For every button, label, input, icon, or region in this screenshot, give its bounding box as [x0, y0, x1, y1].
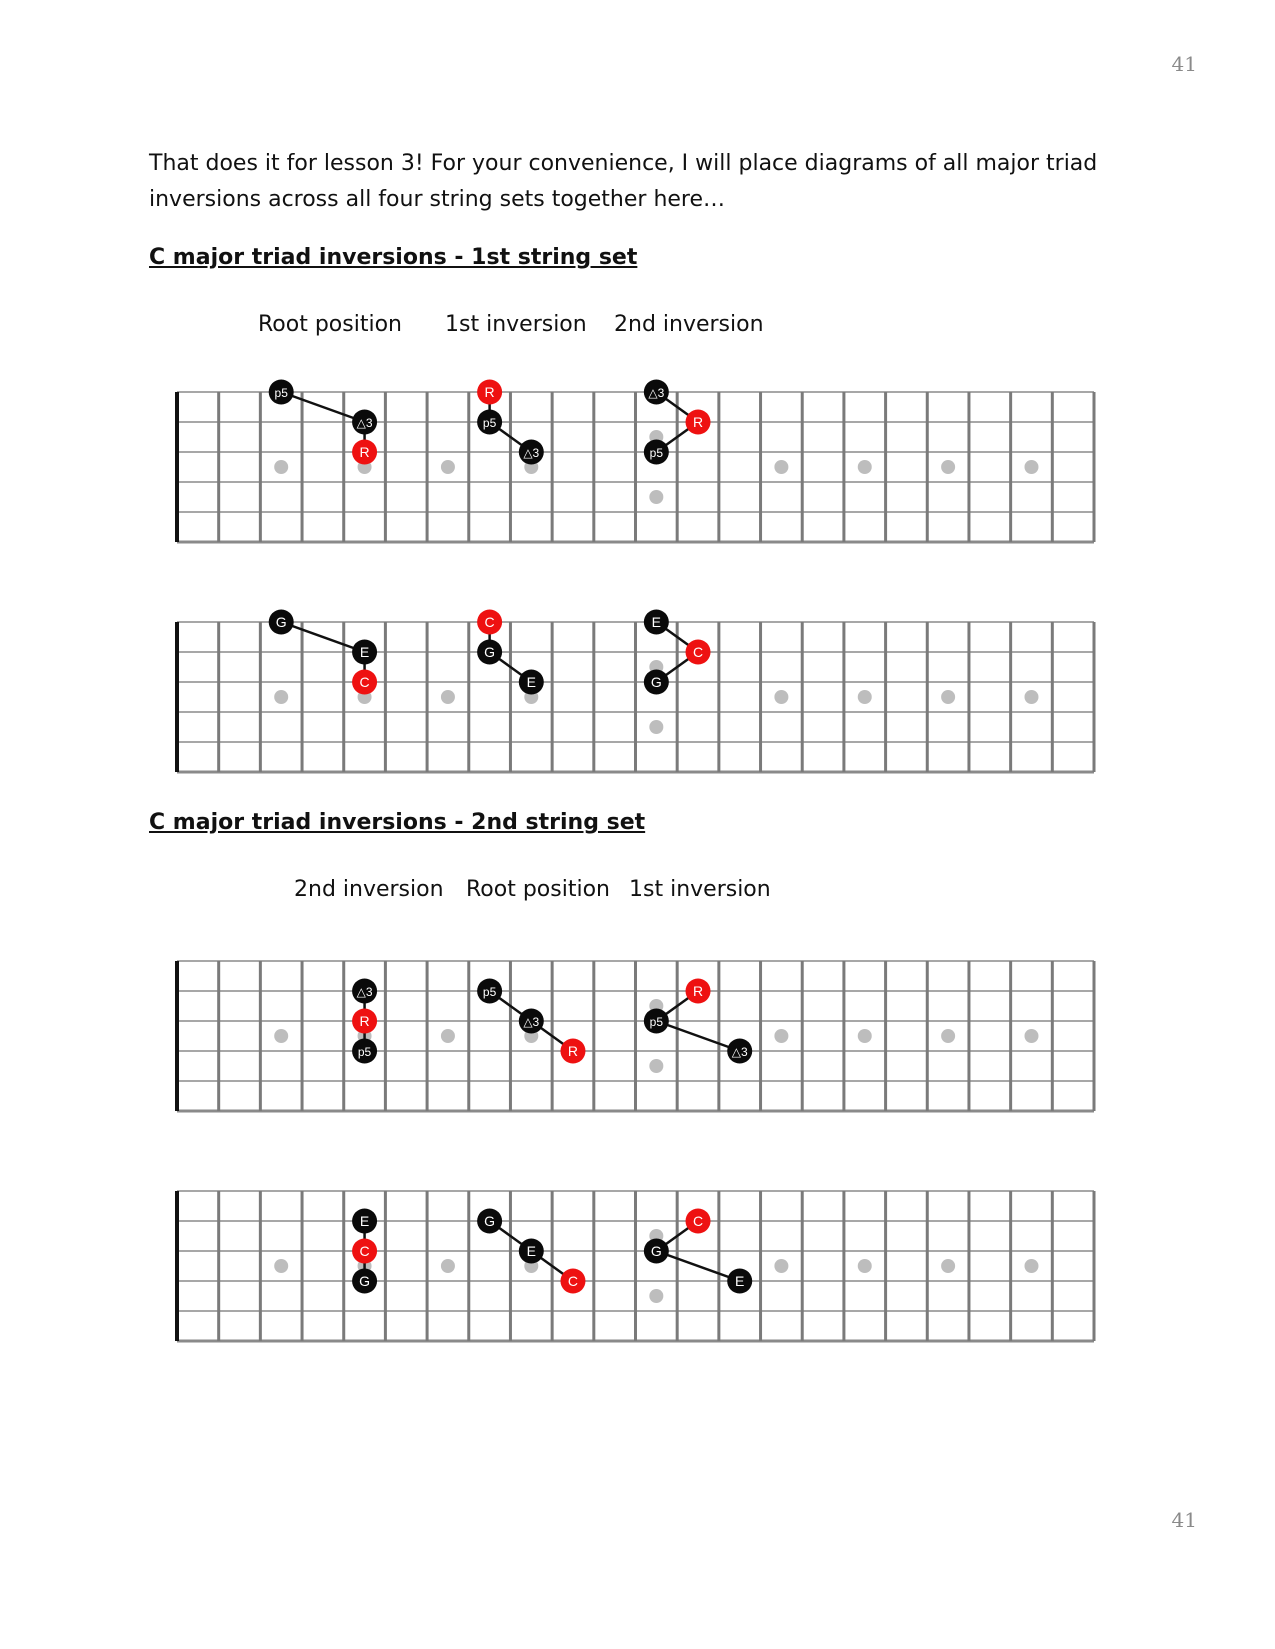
note-marker [352, 979, 377, 1004]
note-marker [519, 1239, 544, 1264]
inlay-dot [649, 720, 663, 734]
note-marker [352, 1039, 377, 1064]
note-marker [727, 1269, 752, 1294]
note-label: R [484, 384, 495, 400]
note-label: E [735, 1273, 745, 1289]
root-note-marker [686, 640, 711, 665]
note-label: E [359, 1213, 370, 1229]
note-label: G [359, 1273, 371, 1289]
note-marker [644, 1239, 669, 1264]
inlay-dot [441, 690, 455, 704]
note-label: E [651, 614, 662, 630]
inlay-dot [274, 1259, 288, 1273]
page-number-bottom: 41 [1171, 1508, 1197, 1532]
note-label: p5 [482, 985, 497, 999]
root-note-marker [686, 979, 711, 1004]
section-heading-1st-string-set: C major triad inversions - 1st string set [149, 245, 638, 270]
fretboard [177, 1191, 1094, 1341]
root-note-marker [686, 410, 711, 435]
note-marker [644, 1009, 669, 1034]
note-label: G [275, 614, 287, 630]
triad-connector [281, 622, 364, 652]
root-note-marker [477, 610, 502, 635]
note-marker [477, 410, 502, 435]
inlay-dot [941, 1029, 955, 1043]
note-marker [352, 410, 377, 435]
note-marker [477, 640, 502, 665]
inlay-dot [274, 1029, 288, 1043]
root-note-marker [560, 1039, 585, 1064]
note-label: △3 [523, 446, 540, 460]
position-label-1st-inversion: 1st inversion [629, 877, 771, 902]
note-marker [352, 1269, 377, 1294]
inlay-dot [274, 460, 288, 474]
inlay-dot [858, 460, 872, 474]
note-label: p5 [274, 386, 288, 400]
root-note-marker [352, 440, 377, 465]
note-label: p5 [649, 446, 664, 460]
note-marker [519, 440, 544, 465]
inlay-dot [441, 1259, 455, 1273]
note-marker [519, 1009, 544, 1034]
note-marker [352, 640, 377, 665]
note-label: p5 [357, 1045, 372, 1059]
inlay-dot [274, 690, 288, 704]
note-marker [644, 670, 669, 695]
inlay-dot [441, 1029, 455, 1043]
note-marker [269, 610, 294, 635]
note-marker [477, 979, 502, 1004]
note-marker [352, 1209, 377, 1234]
note-label: △3 [356, 416, 373, 430]
position-label-1st-inversion: 1st inversion [445, 312, 587, 337]
note-label: R [359, 444, 370, 460]
note-label: C [692, 644, 704, 660]
note-label: G [484, 1213, 496, 1229]
note-marker [644, 610, 669, 635]
inlay-dot [774, 1029, 788, 1043]
triad-connector [281, 392, 364, 422]
note-label: p5 [482, 416, 497, 430]
inlay-dot [941, 460, 955, 474]
inlay-dot [858, 690, 872, 704]
inlay-dot [1024, 1029, 1038, 1043]
note-label: C [359, 674, 370, 690]
inlay-dot [1024, 690, 1038, 704]
intro-paragraph: That does it for lesson 3! For your convenience, I will place diagrams of all major triad inversions across all four string sets together here… [149, 151, 1098, 212]
inlay-dot [1024, 460, 1038, 474]
note-marker [519, 670, 544, 695]
note-label: △3 [356, 985, 373, 999]
section-heading-2nd-string-set: C major triad inversions - 2nd string set [149, 810, 646, 835]
note-label: E [526, 1243, 536, 1259]
note-label: △3 [648, 386, 665, 400]
note-label: G [650, 1243, 662, 1259]
inlay-dot [858, 1029, 872, 1043]
inlay-dot [941, 690, 955, 704]
note-label: G [484, 644, 496, 660]
note-label: p5 [649, 1015, 664, 1029]
root-note-marker [477, 380, 502, 405]
inlay-dot [441, 460, 455, 474]
position-label-2nd-inversion: 2nd inversion [614, 312, 764, 337]
note-marker [727, 1039, 752, 1064]
fretboard [177, 610, 1094, 773]
note-label: △3 [731, 1045, 748, 1059]
fretboard [177, 961, 1094, 1111]
root-note-marker [686, 1209, 711, 1234]
note-marker [477, 1209, 502, 1234]
fretboard [177, 380, 1094, 543]
inlay-dot [941, 1259, 955, 1273]
note-label: G [650, 674, 662, 690]
note-label: C [692, 1213, 704, 1229]
note-label: R [359, 1013, 370, 1029]
root-note-marker [352, 1009, 377, 1034]
note-marker [269, 380, 294, 405]
note-label: R [567, 1043, 579, 1059]
note-label: R [692, 983, 704, 999]
inlay-dot [649, 490, 663, 504]
note-label: C [359, 1243, 370, 1259]
note-marker [644, 440, 669, 465]
inlay-dot [774, 690, 788, 704]
note-label: C [567, 1273, 579, 1289]
root-note-marker [352, 670, 377, 695]
position-label-2nd-inversion: 2nd inversion [294, 877, 444, 902]
note-label: E [526, 674, 536, 690]
note-label: C [484, 614, 495, 630]
note-label: R [692, 414, 704, 430]
inlay-dot [774, 1259, 788, 1273]
inlay-dot [858, 1259, 872, 1273]
triad-connector [656, 1021, 739, 1051]
inlay-dot [649, 1289, 663, 1303]
inlay-dot [649, 1059, 663, 1073]
root-note-marker [560, 1269, 585, 1294]
note-marker [644, 380, 669, 405]
position-label-root: Root position [466, 877, 610, 902]
note-label: △3 [523, 1015, 540, 1029]
position-label-root: Root position [258, 312, 402, 337]
triad-connector [656, 1251, 739, 1281]
page-number-top: 41 [1171, 52, 1197, 76]
root-note-marker [352, 1239, 377, 1264]
note-label: E [359, 644, 370, 660]
inlay-dot [774, 460, 788, 474]
inlay-dot [1024, 1259, 1038, 1273]
